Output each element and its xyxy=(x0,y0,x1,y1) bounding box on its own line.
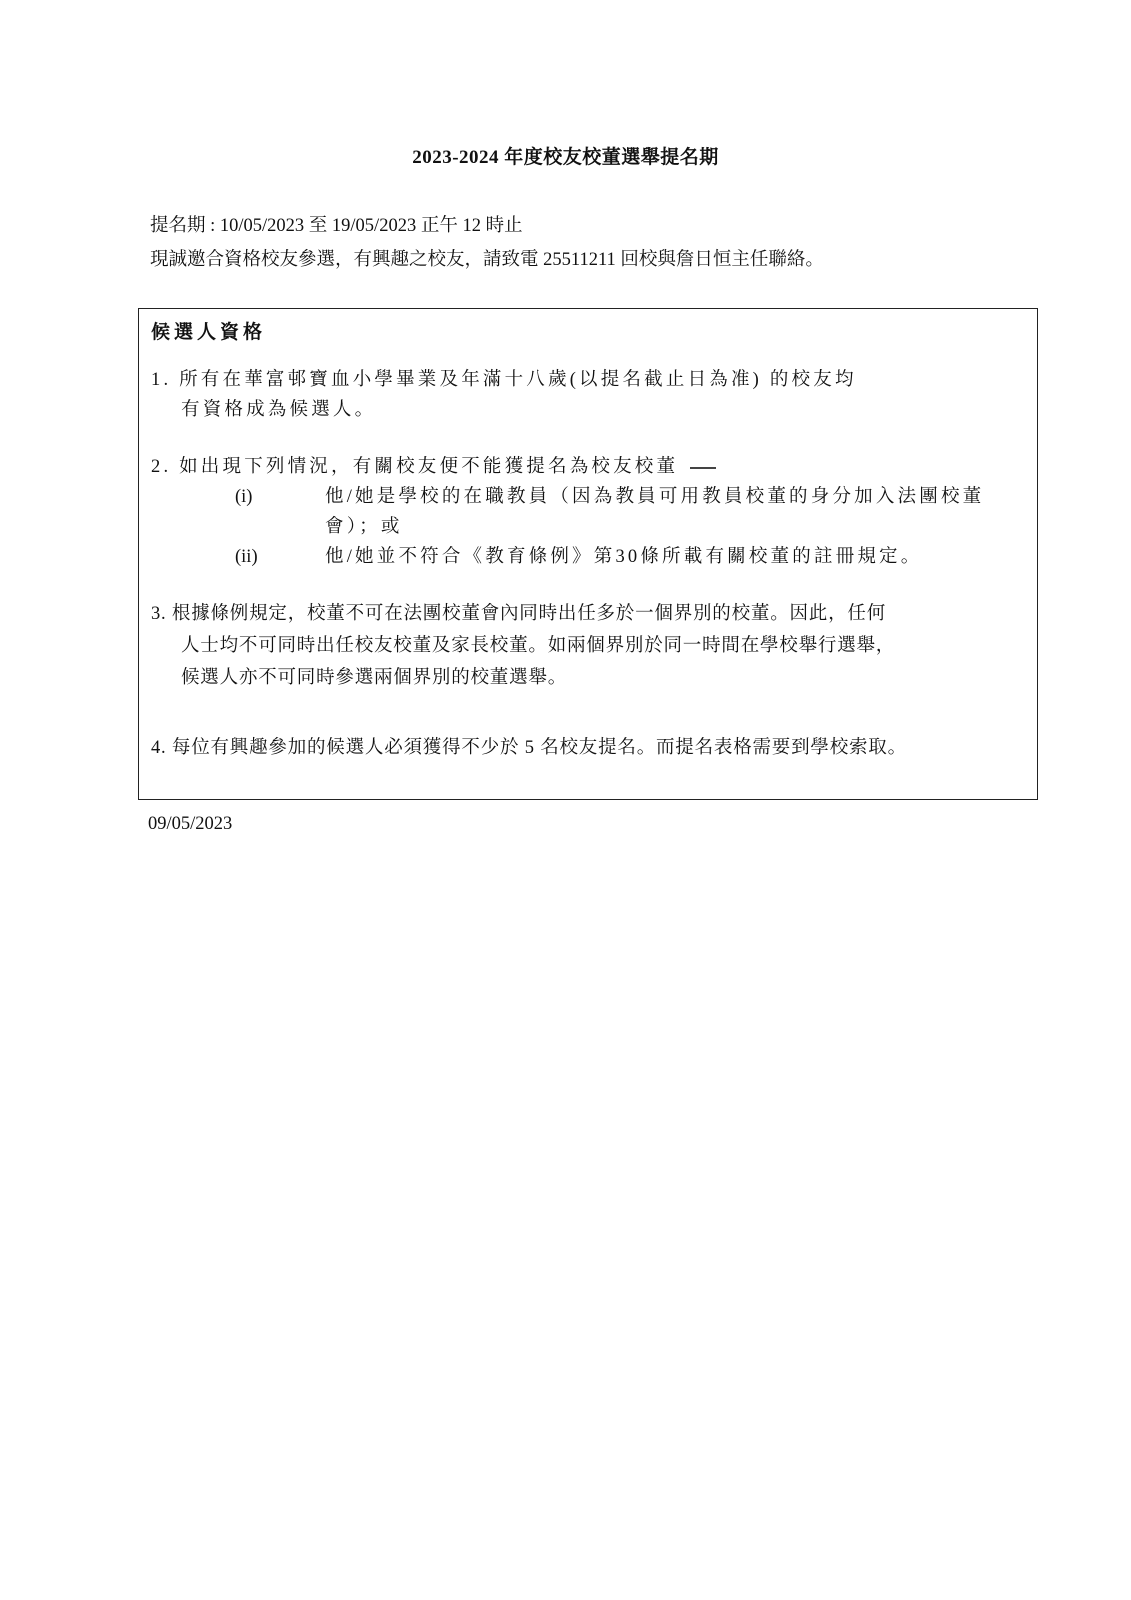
item-1-line-1: 1. 所有在華富邨寶血小學畢業及年滿十八歲(以提名截止日為准) 的校友均 xyxy=(151,370,857,390)
sub-item-label: (i) xyxy=(235,487,253,507)
item-3-line-2: 人士均不可同時出任校友校董及家長校董。如兩個界別於同一時間在學校舉行選舉， xyxy=(181,636,896,656)
document-date: 09/05/2023 xyxy=(148,814,233,834)
sub-item-text: 他/她是學校的在職教員（因為教員可用教員校董的身分加入法團校董會）；或 xyxy=(325,487,985,537)
sub-item-ii xyxy=(151,542,1031,572)
invitation-text: 現誠邀合資格校友參選，有興趣之校友，請致電 25511211 回校與詹日恒主任聯絡。 xyxy=(150,250,824,270)
sub-item-i xyxy=(151,482,1031,542)
eligibility-item-2 xyxy=(151,452,1031,572)
document-title: 2023-2024 年度校友校董選舉提名期 xyxy=(412,147,719,168)
em-dash xyxy=(690,467,716,469)
item-3-line-1: 3. 根據條例規定，校董不可在法團校董會內同時出任多於一個界別的校董。因此，任何 xyxy=(151,604,887,624)
eligibility-heading: 候選人資格 xyxy=(151,322,267,343)
sub-item-label: (ii) xyxy=(235,547,258,567)
eligibility-item-3 xyxy=(151,598,1031,694)
nomination-period: 提名期 : 10/05/2023 至 19/05/2023 正午 12 時止 xyxy=(150,216,523,236)
item-2-lead: 2. 如出現下列情況，有關校友便不能獲提名為校友校董 xyxy=(151,457,679,477)
eligibility-item-4 xyxy=(151,733,1031,763)
item-1-line-2: 有資格成為候選人。 xyxy=(181,400,377,420)
eligibility-item-1 xyxy=(151,365,1031,425)
item-3-line-3: 候選人亦不可同時參選兩個界別的校董選舉。 xyxy=(181,668,568,688)
eligibility-box xyxy=(138,308,1038,800)
item-4-line-1: 4. 每位有興趣參加的候選人必須獲得不少於 5 名校友提名。而提名表格需要到學校索取。 xyxy=(151,738,907,758)
sub-item-text: 他/她並不符合《教育條例》第30條所載有關校董的註冊規定。 xyxy=(325,547,923,567)
